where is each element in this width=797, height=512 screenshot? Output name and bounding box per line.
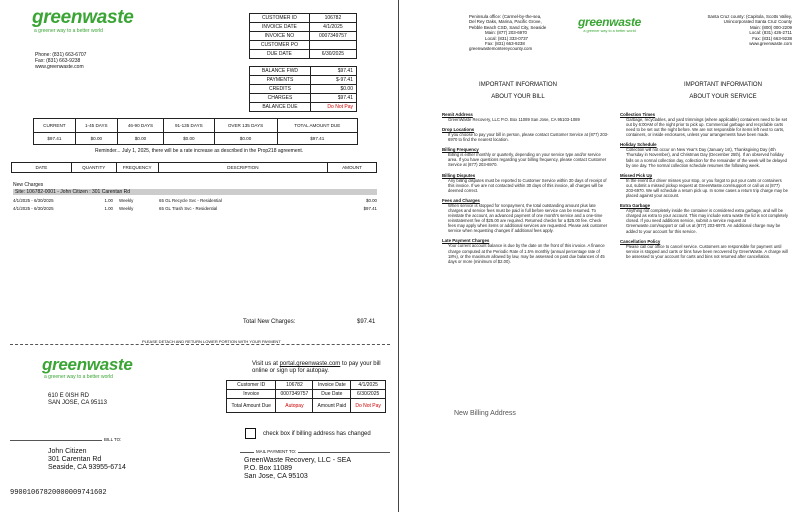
detach-line [10, 344, 390, 345]
peninsula-fax: Fax: (831) 663-9238 [485, 41, 525, 47]
account-label: DUE DATE [250, 50, 310, 59]
info-section-title: Fees and Charges [442, 197, 480, 203]
peninsula-main: Main: (877) 203-6970 [485, 30, 527, 36]
charges-column-header: AMOUNT [328, 163, 377, 173]
stub-invoice-label: Invoice [227, 390, 276, 399]
account-info-box [249, 13, 357, 59]
charge-freq: Weekly [119, 206, 134, 212]
aging-header: 91-135 DAYS [164, 119, 214, 133]
aging-value: $0.00 [117, 133, 163, 145]
balance-row [250, 94, 357, 103]
company-logo [32, 8, 134, 34]
peninsula-line-2: Del Rey Oaks, Marina, Pacific Grove, [469, 19, 542, 25]
bill-to-city: Seaside, CA 93955-6714 [48, 464, 126, 471]
info-section-body: Any billing disputes must be reported to Customer Service within 30 days of receipt of this invoice. If we are not contacted within 30 days of this invoice, all charges will be deemed correct. [448, 177, 607, 193]
new-charges-heading: New Charges [13, 182, 44, 188]
account-row [250, 32, 357, 41]
charges-column-header: DATE [12, 163, 72, 173]
info-section-body: Garbage, recyclables, and yard trimmings (where applicable) containers need to be set out by 6:00AM of the night prior to pick up. Commercial garbage and recyclable carts need to be set out the night before. We are not responsible for items left next to carts, containers, or inside enclosures, unless your arrangements have been made. [626, 117, 788, 138]
portal-link[interactable]: portal.greenwaste.com [279, 361, 341, 367]
account-value: 6/30/2025 [309, 50, 356, 59]
mail-to-line-1: GreenWaste Recovery, LLC - SEA [244, 457, 351, 464]
bill-to-label: BILL TO: [104, 437, 122, 442]
total-charges-value: $97.41 [357, 319, 376, 325]
stub-amount-paid-label: Amount Paid [313, 399, 351, 413]
stub-address-line-2: SAN JOSE, CA 95113 [48, 400, 107, 406]
aging-value: $97.41 [34, 133, 76, 145]
balance-value: $97.41 [310, 67, 356, 76]
company-website: www.greenwaste.com [35, 64, 84, 70]
info-section-body: In the event our driver misses your stop, or you forgot to put your carts or containers out, submit a missed pickup request at GreenWaste.com/support or call us at (877) 203-6970. We will schedule a return pick up. In some cases a return trip charge may be placed against your account. [626, 177, 788, 199]
aging-value: $97.41 [277, 133, 357, 145]
info-section-body: GreenWaste Recovery, LLC P.O. Box 11089 San Jose, CA 95103-1089 [448, 117, 580, 122]
scanline: 99001067820000009741602 [10, 489, 107, 497]
peninsula-line-3: Pebble Beach CSD, Sand City, Seaside [469, 24, 547, 30]
info-section [442, 147, 610, 167]
bill-to-street: 301 Carentan Rd [48, 456, 102, 463]
balance-value: $0.00 [310, 85, 356, 94]
new-billing-address-label: New Billing Address [454, 410, 516, 417]
info-section [620, 239, 788, 259]
balance-label: BALANCE DUE [250, 103, 311, 112]
charge-amount: $97.41 [363, 206, 377, 212]
account-label: INVOICE DATE [250, 23, 310, 32]
charge-row [13, 205, 377, 213]
company-fax: Fax: (831) 663-9238 [35, 58, 81, 64]
balance-label: BALANCE FWD [250, 67, 311, 76]
balance-row [250, 67, 357, 76]
aging-header: TOTAL AMOUNT DUE [277, 119, 357, 133]
detach-text: PLEASE DETACH AND RETURN LOWER PORTION WITH YOUR PAYMENT [142, 339, 281, 344]
balance-value: $97.41 [310, 94, 356, 103]
portal-message [252, 361, 392, 375]
charge-freq: Weekly [119, 198, 134, 204]
santa-cruz-fax: Fax: (831) 663-9238 [752, 35, 792, 41]
stub-customer-id-label: Customer ID [227, 381, 276, 390]
santa-cruz-main: Main: (800) 000-2209 [750, 24, 792, 30]
charge-desc: 65 GL Recycle Svc - Residential [159, 198, 222, 204]
info-section [442, 238, 610, 263]
info-section-body: When service is stopped for nonpayment, the total outstanding amount plus late charges and service fees must be paid in full before service can be resumed. To reinstate the account, an advanced payment of one month's service and a one-time reinstatement fee of $25.00 are required. Returned checks for a $25.00 fee. Check fees may apply when items or additional services are requested. Please ask customer service when requesting changes if additional fees apply. [448, 202, 608, 234]
aging-header: 1-45 DAYS [75, 119, 117, 133]
account-row [250, 41, 357, 50]
account-value: 0007349757 [309, 32, 356, 41]
santa-cruz-web: www.greenwaste.com [749, 41, 792, 47]
stub-grid [226, 380, 386, 413]
charge-date: 4/1/2025 - 6/30/2025 [13, 198, 54, 204]
service-info-title [668, 82, 778, 101]
charge-rows [13, 197, 377, 213]
charge-date: 4/1/2025 - 6/30/2025 [13, 206, 54, 212]
info-section-body: Collection will not occur on New Year's Day (January 1st), Thanksgiving Day (4th Thursday in November), and Christmas Day (December 25th). If an observed holiday falls on a normal collection day, collection for the remainder of the week will be delayed by one day. The normal collection schedule resumes the following week. [626, 147, 787, 168]
service-info-sections [620, 112, 788, 342]
santa-cruz-line-1: Santa Cruz county: (Capitola, Scotts Valley, [707, 14, 792, 19]
charge-desc: 65 GL Trash Svc - Residential [159, 206, 218, 212]
info-section-title: Drop Locations [442, 127, 475, 133]
aging-summary-table [33, 118, 358, 145]
right-logo-wordmark: greenwaste [578, 15, 642, 29]
rate-reminder: Reminder... July 1, 2025, there will be a rate increase as described in the Prop218 agreement. [95, 148, 304, 154]
balance-label: CREDITS [250, 85, 311, 94]
company-phone: Phone: (831) 663-6707 [35, 52, 87, 58]
info-section-title: Late Payment Charges [442, 238, 490, 244]
page-divider [398, 0, 399, 512]
account-label: CUSTOMER ID [250, 14, 310, 23]
peninsula-office-address [469, 14, 546, 52]
info-section-title: Missed Pick Up [620, 172, 653, 178]
balance-summary-box [249, 66, 357, 112]
portal-post: to pay your bill online or sign up for autopay. [252, 361, 381, 374]
info-section-body: If you choose to pay your bill in person, please contact Customer Service at (877) 203-6970 to find the nearest location. [448, 132, 609, 143]
logo-wordmark: greenwaste [32, 7, 134, 28]
aging-value: $0.00 [164, 133, 214, 145]
stub-total-label: Total Amount Due [227, 399, 276, 413]
info-section [442, 198, 610, 234]
info-section-title: Billing Frequency [442, 147, 479, 153]
address-changed-checkbox[interactable] [245, 428, 256, 439]
mail-to-label: MAIL PAYMENT TO: [256, 449, 297, 454]
balance-value: $-97.41 [310, 76, 356, 85]
info-section-title: Extra Garbage [620, 203, 651, 209]
peninsula-web: greenwastemontereycounty.com [469, 46, 533, 52]
account-label: INVOICE NO [250, 32, 310, 41]
mail-to-line-2: P.O. Box 11089 [244, 465, 292, 472]
stub-amount-paid: Do Not Pay [351, 399, 386, 413]
service-info-title-1: IMPORTANT INFORMATION [684, 82, 762, 88]
charges-column-header: DESCRIPTION [158, 163, 327, 173]
aging-value: $0.00 [214, 133, 277, 145]
bill-to-address [48, 448, 126, 472]
santa-cruz-line-2: Unincorporated Santa Cruz County [723, 19, 792, 25]
account-row [250, 23, 357, 32]
account-value: 106782 [309, 14, 356, 23]
total-charges-label: Total New Charges: [243, 319, 296, 325]
info-section-title: Collection Times [620, 112, 656, 117]
santa-cruz-local: Local: (831) 426-2711 [749, 30, 792, 36]
stub-address [48, 393, 107, 407]
info-section [442, 173, 610, 193]
info-section-title: Remit Address [442, 112, 473, 117]
aging-header: 46-90 DAYS [117, 119, 163, 133]
balance-label: CHARGES [250, 94, 311, 103]
logo-tagline: a greener way to a better world [34, 28, 103, 34]
portal-pre: Visit us at [252, 361, 278, 367]
stub-total: Autopay [276, 399, 313, 413]
balance-label: PAYMENTS [250, 76, 311, 85]
stub-invoice-date: 4/1/2025 [351, 381, 386, 390]
aging-value: $0.00 [75, 133, 117, 145]
balance-row [250, 85, 357, 94]
stub-logo-tagline: a greener way to a better world [44, 374, 113, 380]
account-row [250, 14, 357, 23]
bill-info-title-2: ABOUT YOUR BILL [491, 94, 545, 100]
stub-due-date-label: Due Date [313, 390, 351, 399]
account-row [250, 50, 357, 59]
info-section [620, 112, 788, 137]
info-section-body: Anything not completely inside the container is considered extra garbage, and will be charged as extra to your account. This may include extra waste the lid is not completely closed. If you need additions service, submit a service request at Greenwaste.com/support or call us at (877) 203-6970. An additional charge may be added to your account for this service. [626, 208, 788, 234]
mail-to-line-3: San Jose, CA 95103 [244, 473, 308, 480]
stub-invoice: 0007349757 [276, 390, 313, 399]
balance-row [250, 103, 357, 112]
balance-row [250, 76, 357, 85]
stub-due-date: 6/30/2025 [351, 390, 386, 399]
address-changed-label: check box if billing address has changed [263, 431, 371, 437]
right-logo-tagline: a greener way to a better world [583, 29, 636, 33]
info-section [620, 142, 788, 167]
bill-info-sections [442, 112, 610, 362]
info-section [620, 203, 788, 233]
stub-invoice-date-label: Invoice Date [313, 381, 351, 390]
account-label: CUSTOMER PO [250, 41, 310, 50]
stub-address-line-1: 610 E 0ISH RD [48, 393, 90, 399]
aging-header: CURRENT [34, 119, 76, 133]
peninsula-local: Local: (831) 333-0737 [485, 35, 528, 41]
bill-info-title-1: IMPORTANT INFORMATION [479, 82, 557, 88]
service-info-title-2: ABOUT YOUR SERVICE [689, 94, 757, 100]
info-section [620, 173, 788, 198]
stub-logo-wordmark: greenwaste [42, 355, 133, 374]
balance-value: Do Not Pay [310, 103, 356, 112]
mail-to-address [244, 457, 351, 481]
santa-cruz-office-address [680, 14, 792, 46]
info-section [442, 127, 610, 142]
charges-column-header: QUANTITY [71, 163, 116, 173]
info-section-title: Cancellation Policy [620, 238, 661, 244]
bill-info-title [468, 82, 568, 101]
info-section-body: Your current account balance is due by the date on the front of this invoice. A finance charge computed at the Periodic Rate of 1.5% monthly (annual percentage rate of 18%), or the maximum allowed by law, may be assessed on past due balances of 45 days or more (minimum of $2.00). [448, 243, 605, 264]
info-section-body: Billing is either monthly or quarterly, depending on your service type and/or service area. If you have questions regarding your billing frequency, please contact Customer Service at (877) 203-6970. [448, 152, 607, 168]
info-section-title: Holiday Schedule [620, 142, 657, 148]
right-page-logo [578, 16, 641, 33]
charge-row [13, 197, 377, 205]
info-section-title: Billing Disputes [442, 172, 476, 178]
info-section [442, 112, 610, 122]
site-line: Site: 106782-0001 - John Citizen : 301 Carentan Rd [13, 189, 377, 195]
stub-logo [42, 356, 133, 380]
charges-header [11, 162, 377, 173]
account-value [309, 41, 356, 50]
stub-customer-id: 106782 [276, 381, 313, 390]
bill-to-name: John Citizen [48, 448, 87, 455]
account-value: 4/1/2025 [309, 23, 356, 32]
charges-column-header: FREQUENCY [116, 163, 158, 173]
company-contact [35, 52, 86, 70]
charge-qty: 1.00 [104, 198, 113, 204]
aging-header: OVER 135 DAYS [214, 119, 277, 133]
charge-qty: 1.00 [104, 206, 113, 212]
info-section-body: Please call our office to cancel service. Customers are responsible for payment until service is stopped and carts or bins have been recovered by GreenWaste. A charge will be assessed to your account for carts and bins not returned after cancellation. [626, 243, 788, 259]
peninsula-line-1: Peninsula office: (Carmel-by-the-sea, [469, 14, 542, 19]
charge-amount: $0.00 [366, 198, 377, 204]
